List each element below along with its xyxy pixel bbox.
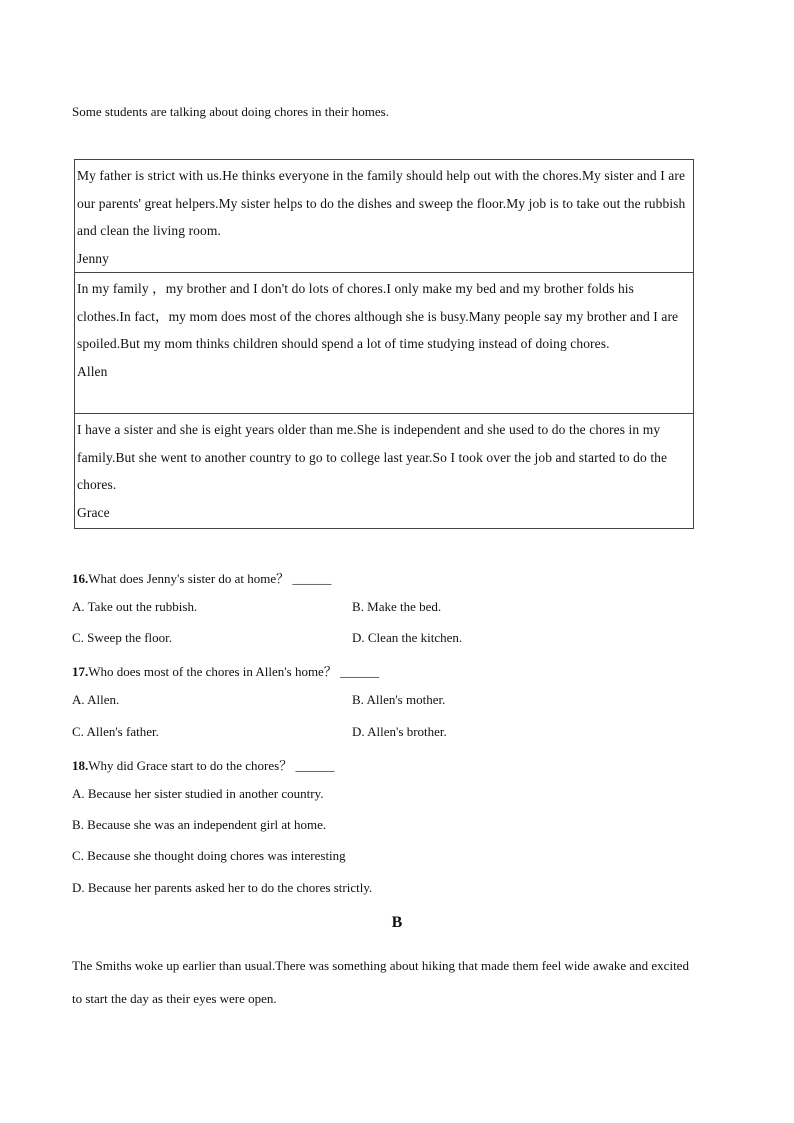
question-text: Who does most of the chores in Allen's home？ ______ [88, 664, 380, 679]
passage-author: Jenny [77, 250, 109, 266]
question-number: 17. [72, 664, 89, 679]
question-17 [72, 661, 379, 680]
option-17-d[interactable]: D. Allen's brother. [352, 724, 447, 739]
section-b-paragraph: The Smiths woke up earlier than usual.There was something about hiking that made them feel wide awake and excited to start the day as their eyes were open. [72, 958, 689, 1006]
option-18-d[interactable]: D. Because her parents asked her to do the chores strictly. [72, 880, 373, 895]
question-18 [72, 755, 334, 774]
option-16-b[interactable]: B. Make the bed. [352, 599, 442, 614]
option-18-b[interactable]: B. Because she was an independent girl at home. [72, 817, 327, 832]
question-number: 18. [72, 758, 89, 773]
question-number: 16. [72, 571, 89, 586]
option-18-c[interactable]: C. Because she thought doing chores was interesting [72, 848, 346, 863]
passage-text: I have a sister and she is eight years older than me.She is independent and she used to do the chores in my family.But she went to another country to go to college last year.So I took over the job and started to do the chores. [77, 422, 668, 493]
passage-box-allen [74, 272, 694, 414]
passage-box-grace [74, 413, 694, 529]
passage-author: Grace [77, 504, 110, 520]
section-title-b: B [391, 914, 403, 931]
option-17-c[interactable]: C. Allen's father. [72, 724, 159, 739]
question-text: What does Jenny's sister do at home？ ______ [88, 571, 332, 586]
question-text: Why did Grace start to do the chores？ ______ [88, 758, 335, 773]
question-16 [72, 568, 331, 587]
option-16-c[interactable]: C. Sweep the floor. [72, 630, 173, 645]
option-17-a[interactable]: A. Allen. [72, 692, 120, 707]
passage-text: In my family ，my brother and I don't do lots of chores.I only make my bed and my brother folds his clothes.In fact，my mom does most of the chores although she is busy.Many people say my brother and I are spoiled.But my mom thinks children should spend a lot of time studying instead of doing chores. [77, 281, 679, 352]
option-18-a[interactable]: A. Because her sister studied in another country. [72, 786, 324, 801]
intro-text: Some students are talking about doing chores in their homes. [72, 104, 389, 119]
passage-text: My father is strict with us.He thinks everyone in the family should help out with the chores.My sister and I are our parents' great helpers.My sister helps to do the dishes and sweep the floor.My job is to take out the rubbish and clean the living room. [77, 168, 686, 239]
passage-author: Allen [77, 363, 108, 379]
option-16-d[interactable]: D. Clean the kitchen. [352, 630, 463, 645]
option-16-a[interactable]: A. Take out the rubbish. [72, 599, 198, 614]
option-17-b[interactable]: B. Allen's mother. [352, 692, 446, 707]
passage-box-jenny [74, 159, 694, 273]
